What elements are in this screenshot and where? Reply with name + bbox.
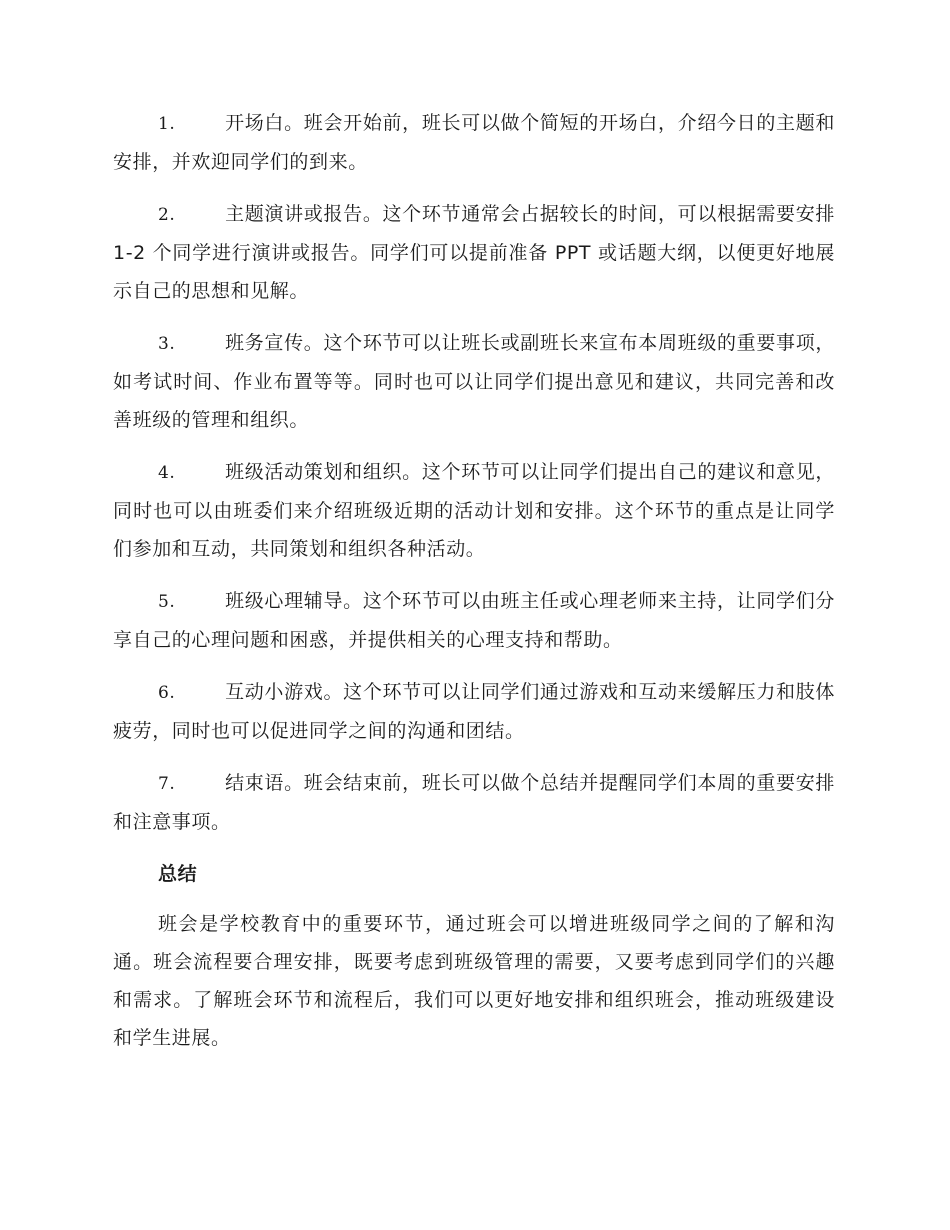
item-text: 班级心理辅导。这个环节可以由班主任或心理老师来主持，让同学们分享自己的心理问题和困惑，并提供相关的心理支持和帮助。 (113, 590, 835, 651)
list-item (113, 195, 835, 310)
list-item (113, 453, 835, 568)
item-number: 5. (158, 592, 176, 612)
item-number: 4. (158, 463, 176, 483)
item-number: 1. (158, 114, 176, 134)
list-item (113, 673, 835, 750)
item-list (113, 104, 835, 841)
item-number: 7. (158, 774, 176, 794)
list-item (113, 582, 835, 659)
list-item (113, 104, 835, 181)
item-text: 结束语。班会结束前，班长可以做个总结并提醒同学们本周的重要安排和注意事项。 (113, 772, 835, 833)
item-text: 班务宣传。这个环节可以让班长或副班长来宣布本周班级的重要事项，如考试时间、作业布置等等。同时也可以让同学们提出意见和建议，共同完善和改善班级的管理和组织。 (113, 332, 835, 431)
item-number: 6. (158, 683, 176, 703)
document-page (113, 104, 835, 1057)
item-text: 互动小游戏。这个环节可以让同学们通过游戏和互动来缓解压力和肢体疲劳，同时也可以促进同学之间的沟通和团结。 (113, 681, 835, 742)
item-text: 主题演讲或报告。这个环节通常会占据较长的时间，可以根据需要安排 1-2 个同学进行演讲或报告。同学们可以提前准备 PPT 或话题大纲，以便更好地展示自己的思想和见解。 (113, 203, 835, 302)
list-item (113, 324, 835, 439)
item-text: 班级活动策划和组织。这个环节可以让同学们提出自己的建议和意见，同时也可以由班委们来介绍班级近期的活动计划和安排。这个环节的重点是让同学们参加和互动，共同策划和组织各种活动。 (113, 461, 835, 560)
item-number: 2. (158, 205, 176, 225)
list-item (113, 764, 835, 841)
summary-heading: 总结 (158, 863, 198, 885)
item-text: 开场白。班会开始前，班长可以做个简短的开场白，介绍今日的主题和安排，并欢迎同学们的到来。 (113, 112, 835, 173)
summary-paragraph: 班会是学校教育中的重要环节，通过班会可以增进班级同学之间的了解和沟通。班会流程要合理安排，既要考虑到班级管理的需要，又要考虑到同学们的兴趣和需求。了解班会环节和流程后，我们可以更好地安排和组织班会，推动班级建设和学生进展。 (113, 913, 835, 1049)
item-number: 3. (158, 334, 176, 354)
